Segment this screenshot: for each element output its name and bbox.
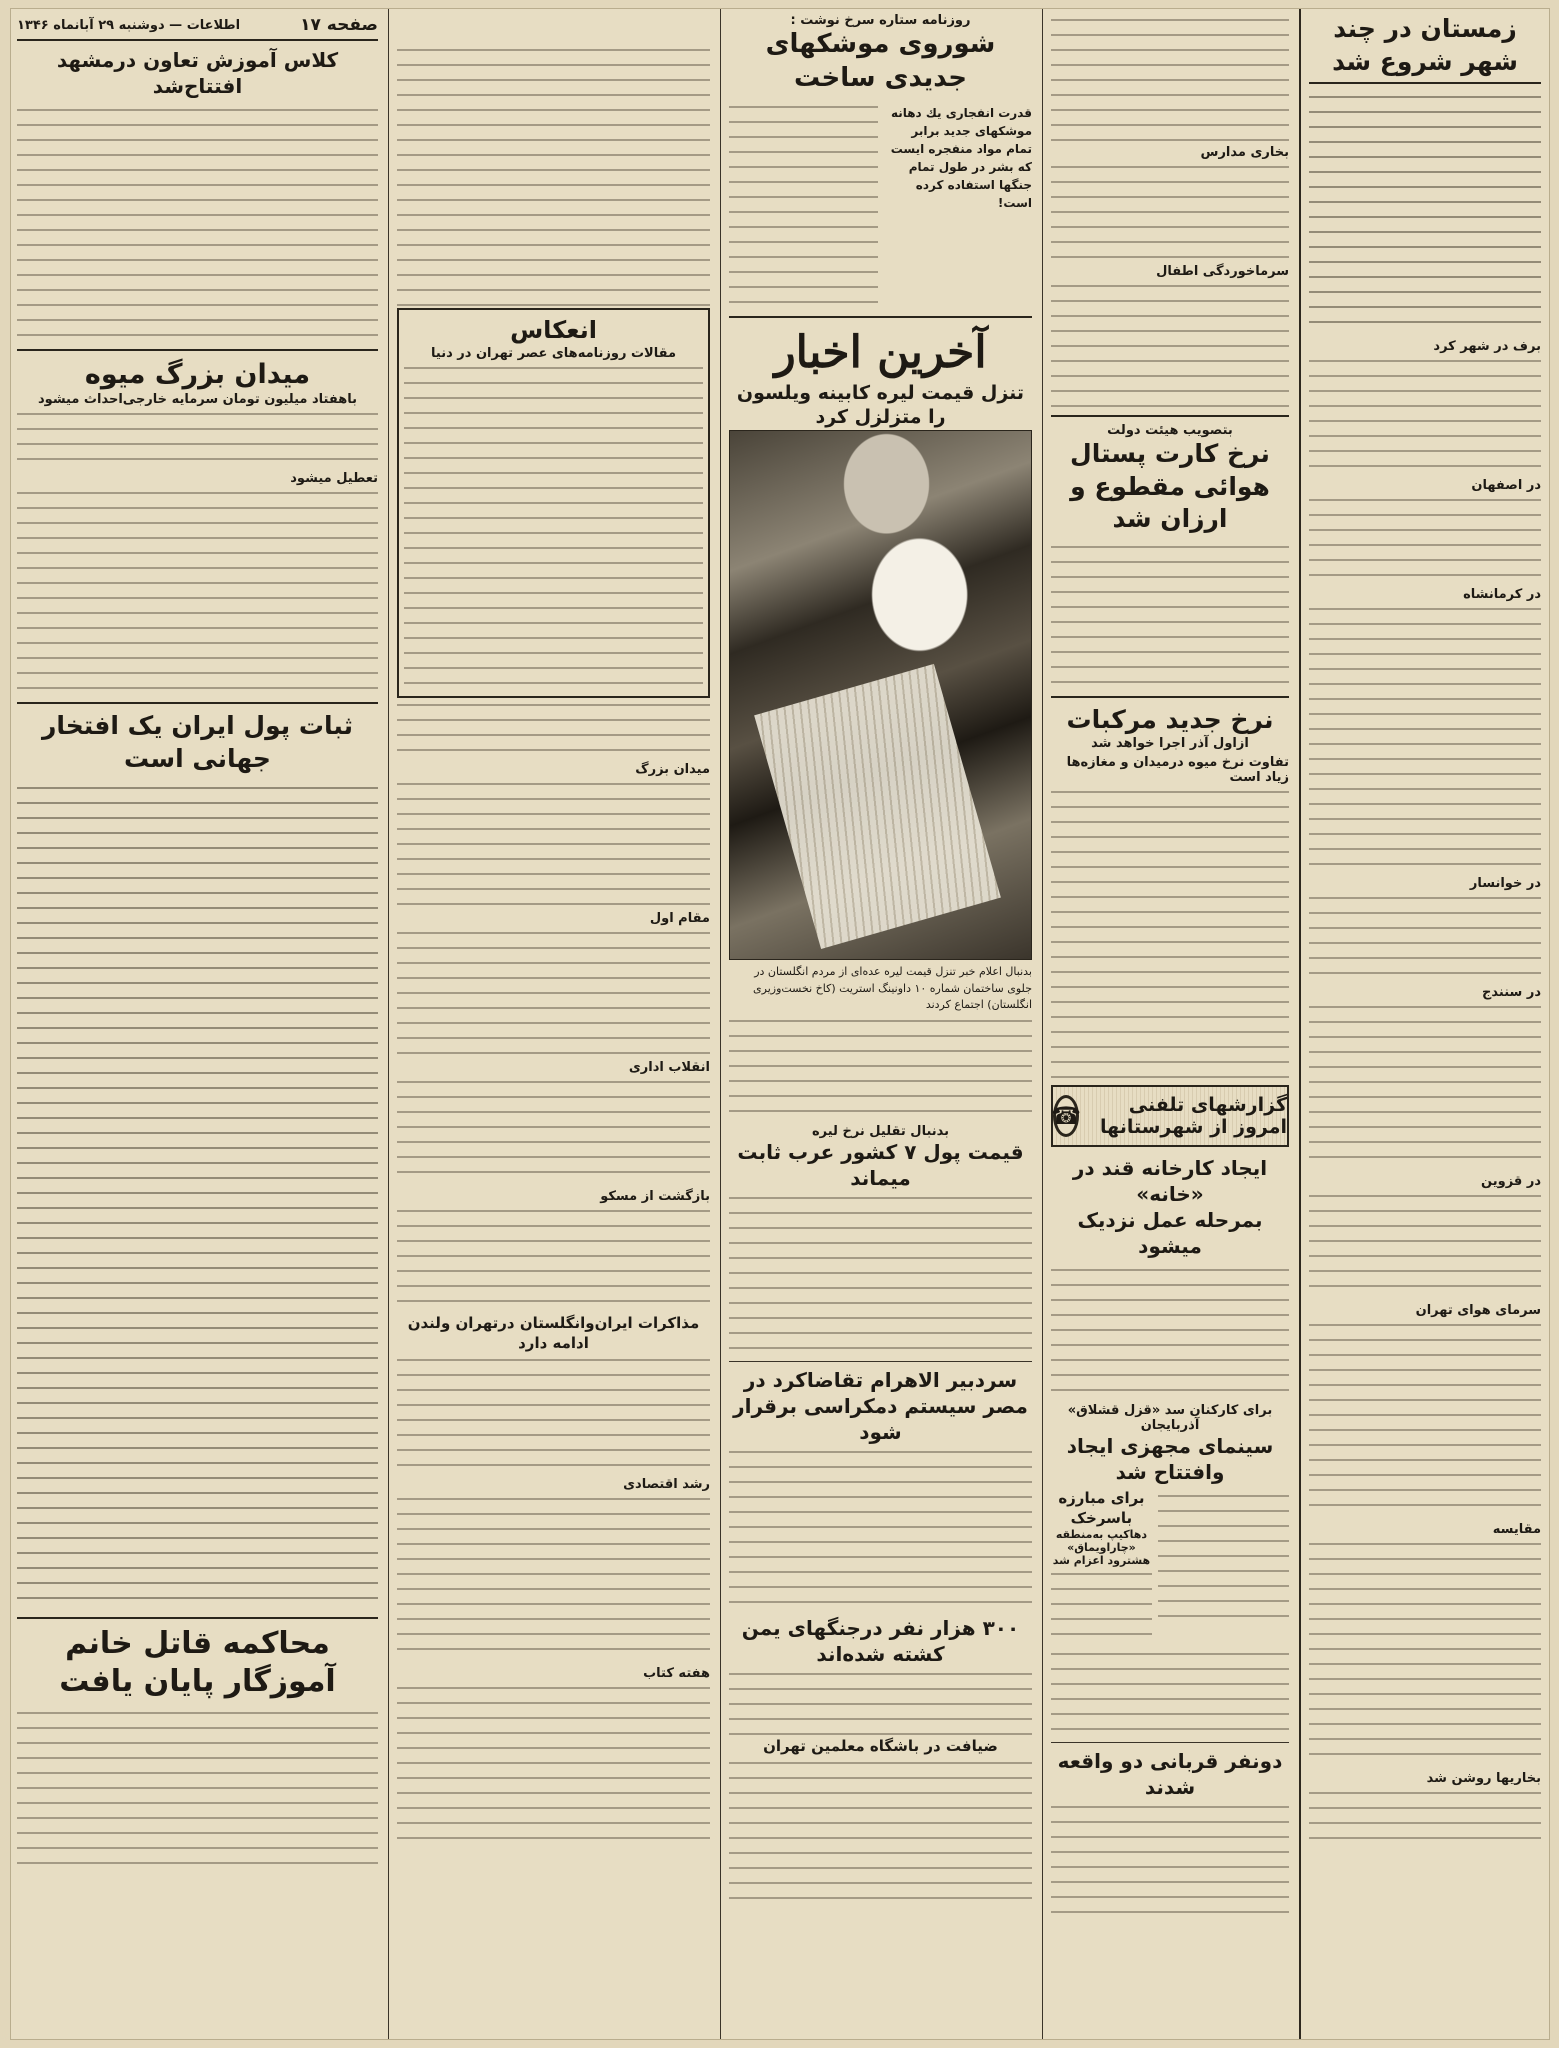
- headline-ahram: سردبیر الاهرام تقاضاکرد در مصر سیستم دمکراسی برقرار شود: [733, 1367, 1028, 1444]
- headline-postal: نرخ کارت پستال هوائی مقطوع و ارزان شد: [1070, 439, 1270, 533]
- subhead-0: برف در شهر کرد: [1433, 339, 1541, 354]
- measles-box-body: دهاکیپ به‌منطقه «چاراویماق» هشترود اعزام شد: [1052, 1528, 1151, 1567]
- fruit-subhead: ازاول آذر اجرا خواهد شد: [1091, 736, 1249, 751]
- paper-date: اطلاعات — دوشنبه ۲۹ آبانماه ۱۳۴۶: [17, 17, 241, 33]
- article-winter-intro: [1309, 90, 1541, 335]
- bullet-book-week: هفته کتاب: [643, 1666, 710, 1682]
- subhead-6: سرمای هوای تهران: [1415, 1303, 1541, 1318]
- column-middle-right: [1042, 9, 1297, 2039]
- headline-teachers-club: ضیافت در باشگاه معلمین تهران: [763, 1736, 998, 1755]
- headline-sugar-1: ایجاد کارخانه قند در «خانه»: [1072, 1156, 1268, 1206]
- anekas-subtitle: مقالات روزنامه‌های عصر تهران در دنیا: [431, 346, 676, 362]
- subhead-3: در خوانسار: [1469, 876, 1541, 891]
- bullet-maidan: میدان بزرگ: [635, 762, 710, 778]
- headline-yemen: ۳۰۰ هزار نفر درجنگهای یمن کشته شده‌اند: [741, 1615, 1020, 1666]
- headline-fruit-market: میدان بزرگ میوه: [84, 359, 311, 390]
- subhead-5: در قزوین: [1481, 1174, 1541, 1189]
- column-left: [9, 9, 386, 2039]
- anekas-title: انعکاس: [510, 316, 597, 344]
- subhead-cold: سرماخوردگی اطفال: [1156, 264, 1289, 279]
- masthead: [17, 13, 378, 41]
- fruit-bullet: تفاوت نرخ میوه درمیدان و مغازه‌ها زیاد است: [1066, 755, 1289, 785]
- subhead-8: بخاریها روشن شد: [1426, 1771, 1541, 1786]
- headline-sugar-2: بمرحله عمل نزدیک میشود: [1077, 1208, 1263, 1258]
- bullet-first-place: مقام اول: [649, 911, 710, 927]
- newspaper-page: [10, 8, 1550, 2040]
- latest-news-title: آخرین اخبار: [774, 326, 987, 378]
- missile-bullet: قدرت انفجاری یك دهانه موشکهای جدید برابر تمام مواد منفجره ایست که بشر در طول تمام جنگها استفاده کرده است!: [890, 105, 1032, 210]
- subhead-moscow: بازگشت از مسکو: [600, 1189, 710, 1205]
- fruit-market-subhead: باهفتاد میلیون تومان سرمایه خارجی‌احداث میشود: [38, 392, 357, 408]
- headline-coop-class: کلاس آموزش تعاون درمشهد افتتاح‌شد: [56, 48, 339, 98]
- headline-casualties: دونفر قربانی دو واقعه شدند: [1057, 1749, 1283, 1799]
- subhead-economic: رشد اقتصادی: [623, 1477, 710, 1493]
- anekas-box: [397, 308, 710, 698]
- subhead-heater: بخاری مدارس: [1200, 145, 1289, 160]
- telephone-icon: [1053, 1095, 1079, 1137]
- kicker-redstar: روزنامه ستاره سرخ نوشت :: [790, 13, 971, 28]
- photo-downing-street: [729, 430, 1032, 960]
- subhead-1: در اصفهان: [1471, 478, 1541, 493]
- headline-soviet-missiles: شوروی موشکهای جدیدی ساخت: [765, 29, 996, 93]
- paper-name: اطلاعات: [186, 17, 241, 33]
- fruit-market-bullet: تعطیل میشود: [290, 471, 378, 487]
- subhead-4: در سنندج: [1482, 985, 1541, 1000]
- kicker-cabinet: بتصویب هیئت دولت: [1107, 423, 1233, 438]
- bullet-admin-revolution: انقلاب اداری: [628, 1060, 710, 1076]
- headline-winter: زمستان در چند شهر شروع شد: [1309, 13, 1541, 84]
- headline-fruit-prices: نرخ جدید مرکبات: [1066, 704, 1274, 734]
- phone-report-banner: [1051, 1085, 1289, 1147]
- cinema-subhead: برای کارکنان سد «قزل قشلاق» آذربایجان: [1067, 1403, 1273, 1433]
- column-middle-left: [388, 9, 718, 2039]
- photo-caption: بدنبال اعلام خبر تنزل قیمت لیره عده‌ای از مردم انگلستان در جلوی ساختمان شماره ۱۰ داونینگ استریت (کاخ نخست‌وزیری انگلستان) اجتماع کردند: [753, 965, 1032, 1012]
- headline-talks: مذاکرات ایران‌وانگلستان درتهران ولندن ادامه دارد: [407, 1314, 700, 1352]
- issue-date: دوشنبه ۲۹ آبانماه ۱۳۴۶: [17, 17, 165, 33]
- headline-lira: تنزل قیمت لیره کابینه ویلسون را متزلزل کرد: [736, 381, 1025, 429]
- page-number: صفحه ۱۷: [300, 15, 378, 35]
- phone-report-label: گزارشهای تلفنی امروز از شهرستانها: [1100, 1094, 1287, 1138]
- headline-cinema: سینمای مجهزی ایجاد وافتتاح شد: [1066, 1434, 1274, 1484]
- subhead-7: مقایسه: [1492, 1522, 1541, 1537]
- column-right: [1299, 9, 1549, 2039]
- headline-trial: محاکمه قاتل خانم آموزگار پایان یافت: [59, 1626, 336, 1699]
- column-middle: [720, 9, 1040, 2039]
- headline-arab-currency: قیمت پول ۷ کشور عرب ثابت میماند: [737, 1139, 1024, 1190]
- measles-box-title: برای مبارزه باسرخک: [1058, 1489, 1145, 1527]
- subhead-2: در کرمانشاه: [1463, 587, 1541, 602]
- arab-kicker: بدنبال تقلیل نرخ لیره: [811, 1123, 950, 1139]
- headline-iran-money: ثبات پول ایران یک افتخار جهانی است: [41, 711, 353, 773]
